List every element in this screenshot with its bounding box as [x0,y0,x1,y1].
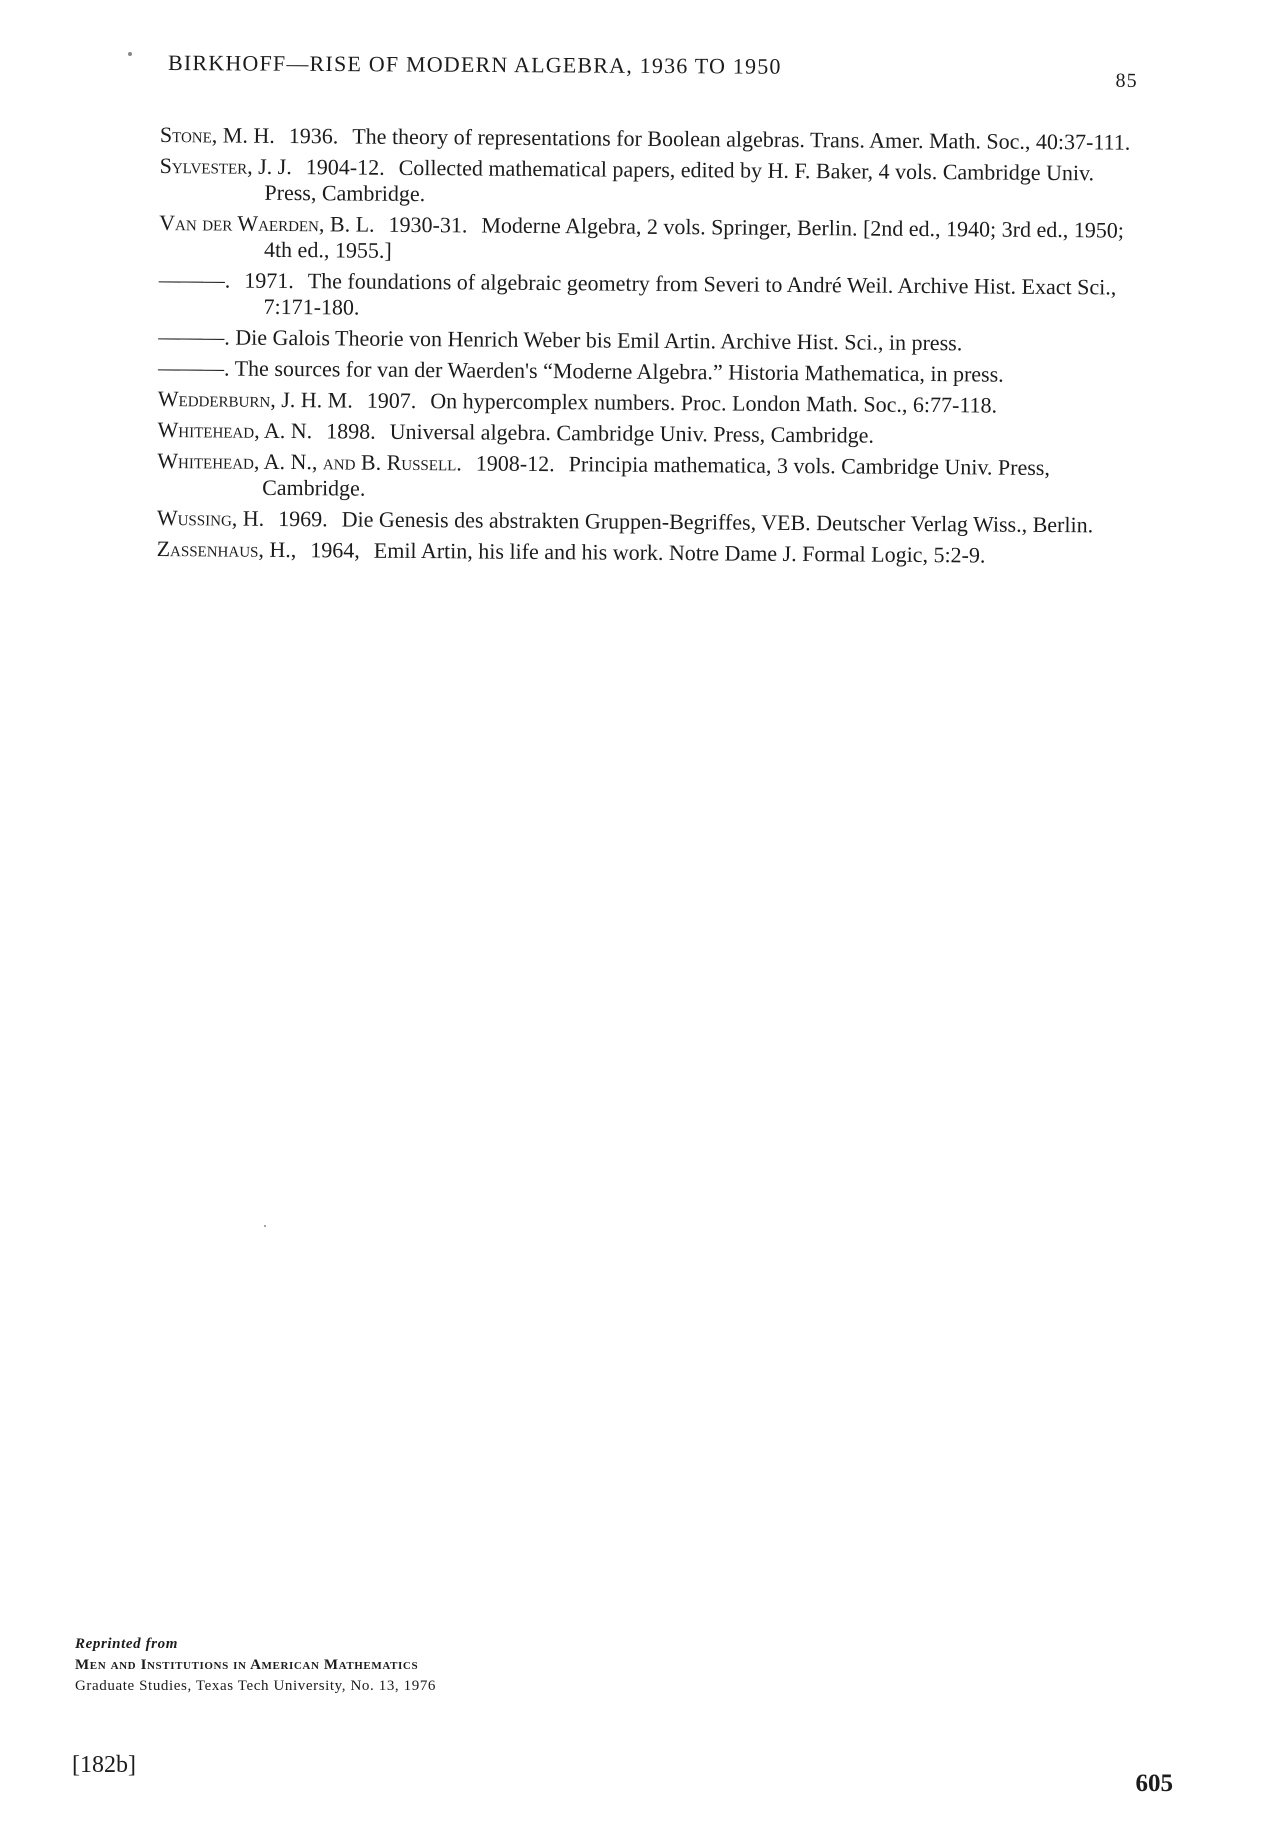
reference-year: 1904-12. [305,154,385,180]
catalog-number: [182b] [72,1752,136,1778]
reference-entry [158,267,1133,327]
reference-author: Zassenhaus, H., [156,535,297,563]
reference-entry [159,210,1134,270]
reference-author: Stone, M. H. [159,122,275,148]
reference-entry [157,448,1132,508]
reference-text: Moderne Algebra, 2 vols. Springer, Berlin. [2nd ed., 1940; 3rd ed., 1950; 4th ed., 1955.] [263,212,1124,263]
reprint-label: Reprinted from [75,1636,178,1652]
reference-entry [157,536,1132,570]
reference-entry [157,505,1132,539]
reference-author: Van der Waerden, B. L. [159,209,375,237]
reprint-book-title: Men and Institutions in American Mathematics [75,1657,419,1673]
reference-author: Whitehead, A. N. [157,416,313,444]
reference-entry [158,355,1133,389]
reference-entry [157,417,1132,451]
scan-speck [264,1225,266,1227]
reference-text: The sources for van der Waerden's “Moderne Algebra.” Historia Mathematica, in press. [234,355,1004,387]
reference-year: 1898. [326,418,376,444]
reference-text: Collected mathematical papers, edited by H. F. Baker, 4 vols. Cambridge Univ. Press, Cambridge. [264,154,1095,207]
reference-text: The theory of representations for Boolean algebras. Trans. Amer. Math. Soc., 40:37-111. [352,123,1131,155]
reference-author: Sylvester, J. J. [159,152,292,180]
reference-text: The foundations of algebraic geometry from Severi to André Weil. Archive Hist. Exact Sci., 7:171-180. [263,268,1117,320]
reference-year: 1930-31. [388,211,468,238]
reference-text: Principia mathematica, 3 vols. Cambridge Univ. Press, Cambridge. [262,451,1051,501]
reference-author-dash: ———. [158,266,231,293]
reprint-notice [75,1634,436,1697]
reference-entry [160,122,1135,156]
scan-speck [128,52,132,56]
running-header [167,50,1138,92]
reference-text: Die Galois Theorie von Henrich Weber bis Emil Artin. Archive Hist. Sci., in press. [235,324,963,356]
reference-author-dash: ———. [157,354,230,381]
reference-text: Universal algebra. Cambridge Univ. Press, Cambridge. [389,418,875,448]
reference-year: 1908-12. [475,450,555,477]
reference-author: Wedderburn, J. H. M. [157,385,353,413]
reference-year: 1969. [278,505,328,532]
reference-author: Whitehead, A. N., and B. Russell. [157,447,462,476]
folio-number: 605 [1135,1770,1173,1797]
reference-year: 1907. [366,387,417,414]
reference-year: 1964, [310,537,360,563]
reference-author: Wussing, H. [156,504,265,531]
reference-list [157,122,1135,575]
header-page-number: 85 [1115,69,1138,92]
reference-entry [159,153,1134,213]
reference-year: 1936. [288,123,339,149]
reference-text: On hypercomplex numbers. Proc. London Math. Soc., 6:77-118. [430,388,998,418]
running-title: BIRKHOFF—RISE OF MODERN ALGEBRA, 1936 TO 1950 [167,50,782,79]
reference-text: Die Genesis des abstrakten Gruppen-Begriffes, VEB. Deutscher Verlag Wiss., Berlin. [341,506,1094,538]
reference-entry [158,386,1133,420]
reprint-series: Graduate Studies, Texas Tech University, No. 13, 1976 [75,1678,437,1694]
reference-text: Emil Artin, his life and his work. Notre Dame J. Formal Logic, 5:2-9. [373,537,986,568]
reference-year: 1971. [244,267,294,294]
reference-author-dash: ———. [158,323,230,350]
reference-entry [158,324,1133,358]
